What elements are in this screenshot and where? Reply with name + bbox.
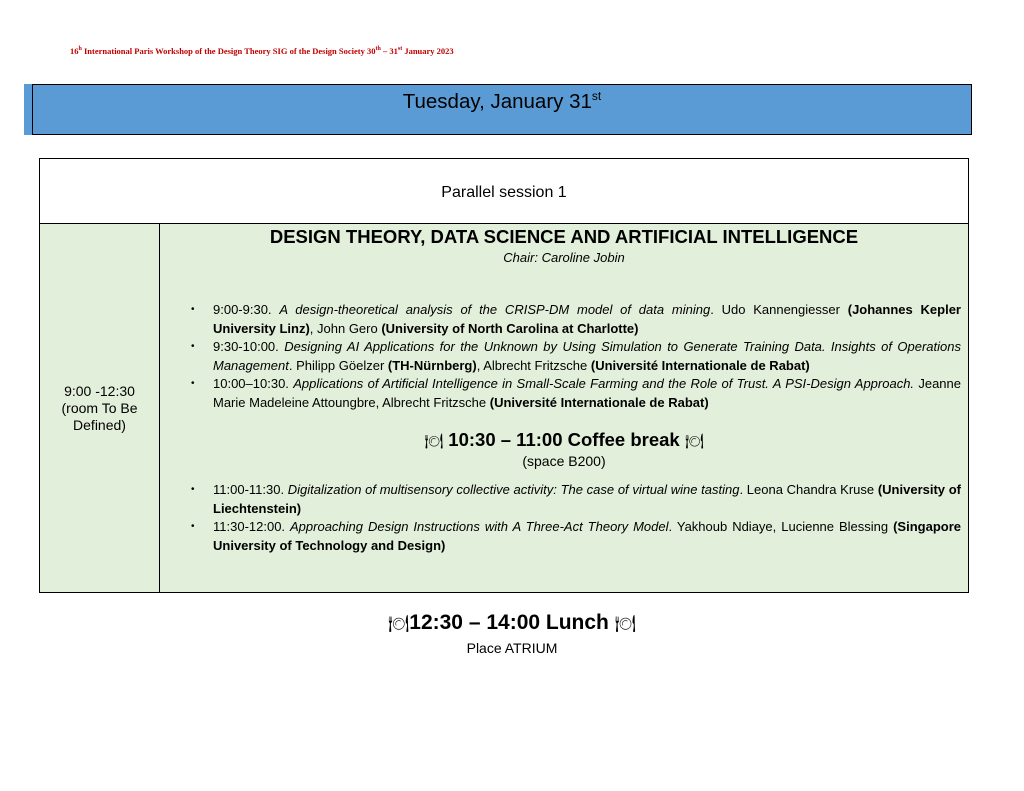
day-title: Tuesday, January 31st (402, 89, 602, 113)
bullet-icon: • (191, 304, 195, 315)
bullet-icon: • (191, 341, 195, 352)
bullet-icon: • (191, 484, 195, 495)
day-band-accent (24, 84, 32, 135)
lunch-location: Place ATRIUM (466, 640, 558, 656)
meal-icon: 🍽 (387, 614, 410, 633)
talk-list-morning (160, 301, 968, 412)
talk-item: • 9:30-10:00. Designing AI Applications for the Unknown by Using Simulation to Generate Training Data. Insights of Operations Management. Philipp Göelzer (TH-Nürnberg), Albrecht Fritzsche (Université Internationale de Rabat) (191, 339, 961, 373)
bullet-icon: • (191, 378, 195, 389)
meal-icon: 🍽 (684, 434, 704, 450)
session-name: Parallel session 1 (441, 184, 567, 201)
talk-list-late (160, 481, 968, 555)
meal-icon: 🍽 (614, 614, 637, 633)
session-header-row (40, 159, 969, 224)
session-time-cell (40, 224, 160, 593)
talk-item: • 9:00-9:30. A design-theoretical analysis of the CRISP-DM model of data mining. Udo Kannengiesser (Johannes Kepler University Linz), John Gero (University of North Carolina at Charlotte) (191, 302, 961, 336)
session-time: 9:00 -12:30 (room To Be Defined) (61, 382, 138, 433)
track-title: DESIGN THEORY, DATA SCIENCE AND ARTIFICIAL INTELLIGENCE (269, 226, 859, 247)
session-name-cell (40, 159, 969, 224)
talk-item: • 11:30-12:00. Approaching Design Instructions with A Three-Act Theory Model. Yakhoub Ndiaye, Lucienne Blessing (Singapore University of Technology and Design) (191, 519, 961, 553)
session-body-row (40, 224, 969, 593)
talk-item: • 11:00-11:30. Digitalization of multisensory collective activity: The case of virtual wine tasting. Leona Chandra Kruse (University of Liechtenstein) (191, 482, 961, 516)
session-content-cell (160, 224, 969, 593)
meal-icon: 🍽 (424, 434, 444, 450)
document-header: 16$^h$ International Paris Workshop of the Design Theory SIG of the Design Society 30th – 31st January 2023 (70, 46, 454, 56)
coffee-break-location: (space B200) (522, 453, 606, 469)
schedule-table (39, 158, 969, 593)
lunch-break: 🍽12:30 – 14:00 Lunch 🍽 (387, 611, 637, 634)
talk-item: • 10:00–10:30. Applications of Artificial Intelligence in Small-Scale Farming and the Role of Trust. A PSI-Design Approach. Jeanne Marie Madeleine Attoungbre, Albrecht Fritzsche (Université Internationale de Rabat) (191, 376, 961, 410)
track-chair: Chair: Caroline Jobin (503, 250, 625, 265)
coffee-break: 🍽 10:30 – 11:00 Coffee break 🍽 (424, 429, 704, 450)
bullet-icon: • (191, 521, 195, 532)
day-band (32, 84, 972, 135)
